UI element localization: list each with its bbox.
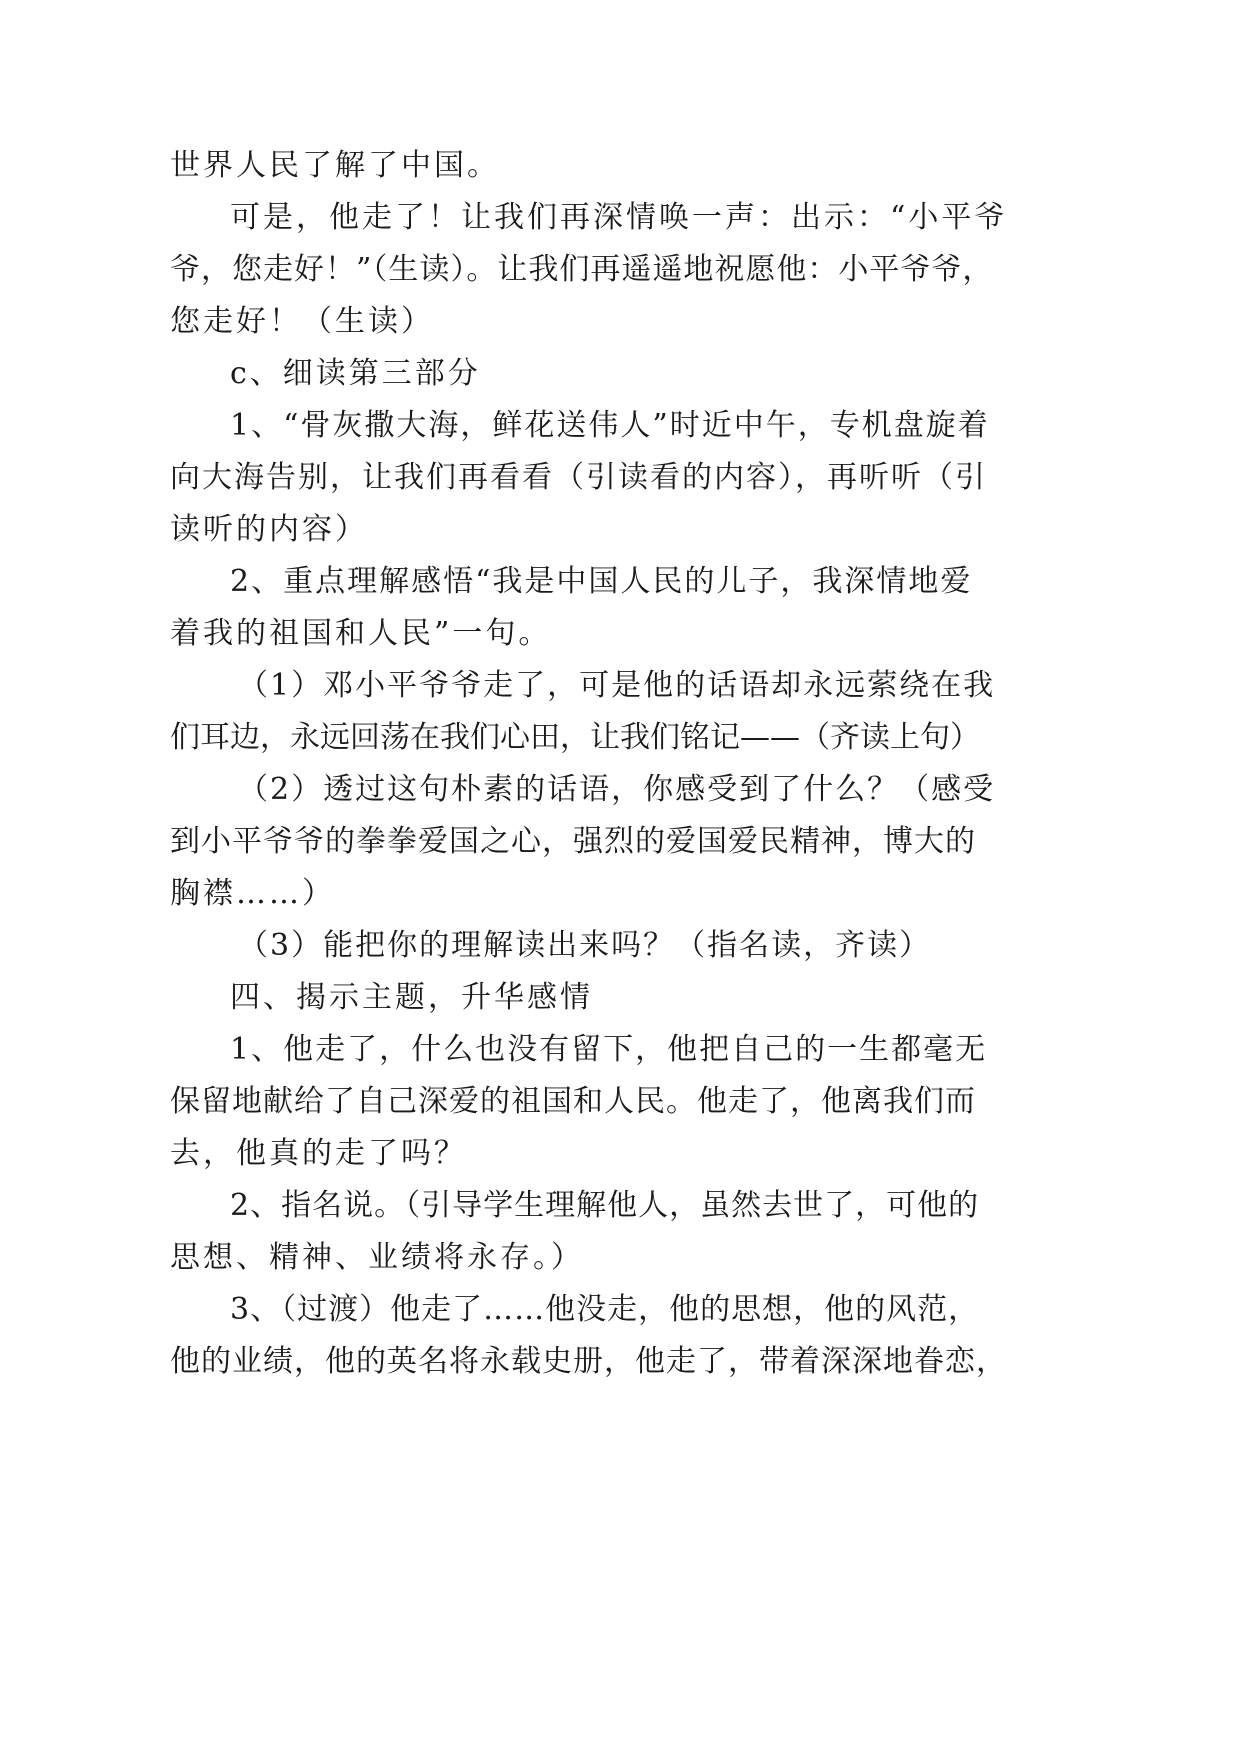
paragraph-line: 着我的祖国和人民”一句。 xyxy=(170,616,552,651)
paragraph-line: 1、他走了，什么也没有留下，他把自己的一生都毫无 xyxy=(230,1032,988,1067)
paragraph-line: 2、重点理解感悟“我是中国人民的儿子，我深情地爱 xyxy=(230,564,973,599)
paragraph-line: 去，他真的走了吗？ xyxy=(170,1136,467,1171)
paragraph-line: 保留地献给了自己深爱的祖国和人民。他走了，他离我们而 xyxy=(170,1084,976,1119)
paragraph-line: 们耳边，永远回荡在我们心田，让我们铭记——（齐读上句） xyxy=(170,720,980,755)
section-heading: c、细读第三部分 xyxy=(230,356,481,391)
paragraph-line: 3、（过渡）他走了……他没走，他的思想，他的风范， xyxy=(230,1292,980,1327)
paragraph-line: 向大海告别，让我们再看看（引读看的内容），再听听（引 xyxy=(170,460,987,495)
paragraph-line: 他的业绩，他的英名将永载史册，他走了，带着深深地眷恋， xyxy=(170,1344,1007,1379)
paragraph-line: 可是，他走了！让我们再深情唤一声：出示：“小平爷 xyxy=(230,200,1008,235)
paragraph-line: （3）能把你的理解读出来吗？（指名读，齐读） xyxy=(238,928,932,963)
paragraph-line: 2、指名说。（引导学生理解他人，虽然去世了，可他的 xyxy=(230,1188,980,1223)
paragraph-line: 到小平爷爷的拳拳爱国之心，强烈的爱国爱民精神，博大的 xyxy=(170,824,976,859)
paragraph-line: 读听的内容） xyxy=(170,512,368,547)
paragraph-line: 您走好！（生读） xyxy=(170,304,434,339)
paragraph-line: 思想、精神、业绩将永存。） xyxy=(170,1240,584,1275)
paragraph-line: 世界人民了解了中国。 xyxy=(170,148,500,183)
paragraph-line: （1）邓小平爷爷走了，可是他的话语却永远萦绕在我 xyxy=(238,668,996,703)
section-heading: 四、揭示主题，升华感情 xyxy=(230,980,593,1015)
paragraph-line: （2）透过这句朴素的话语，你感受到了什么？（感受 xyxy=(238,772,996,807)
paragraph-line: 1、“骨灰撒大海，鲜花送伟人”时近中午，专机盘旋着 xyxy=(230,408,990,443)
paragraph-line: 胸襟……） xyxy=(170,876,335,911)
paragraph-line: 爷，您走好！”（生读）。让我们再遥遥地祝愿他：小平爷爷， xyxy=(170,252,994,287)
